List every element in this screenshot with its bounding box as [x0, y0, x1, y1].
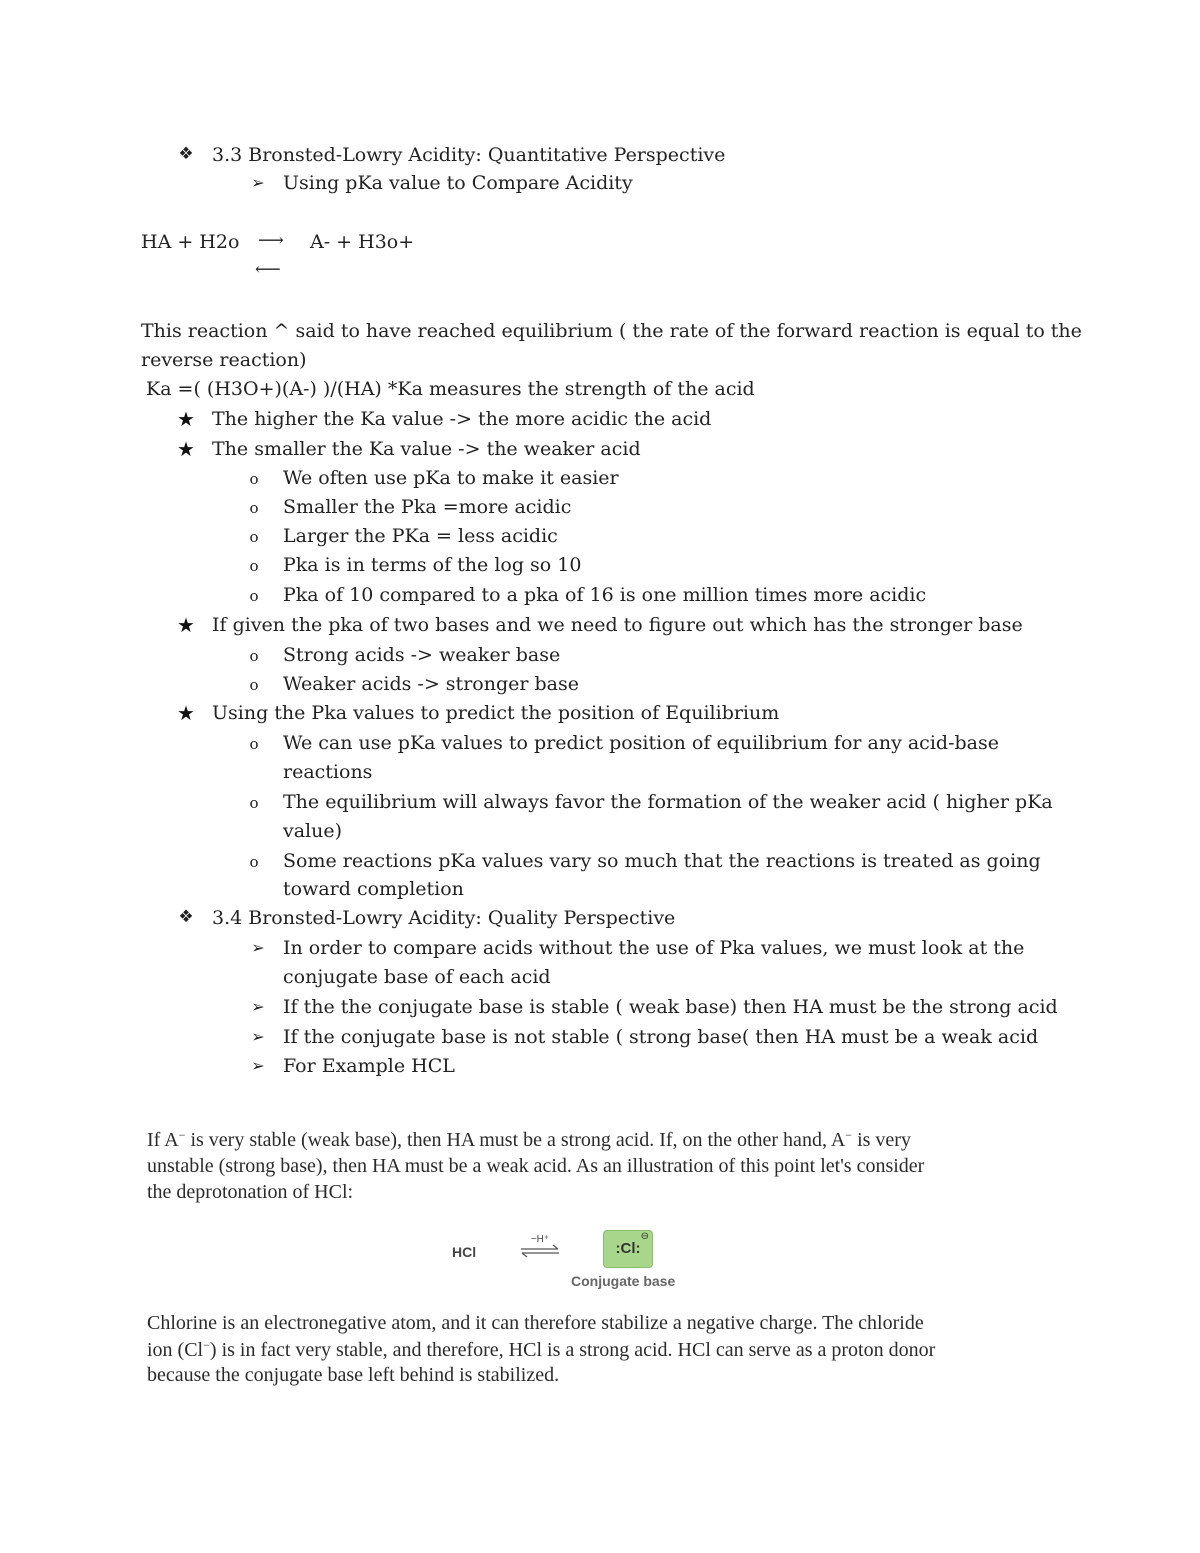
list-item: For Example HCL [283, 1055, 455, 1077]
arrow-bullet-icon: ➢ [251, 1056, 265, 1075]
circle-bullet-icon: o [249, 499, 259, 517]
circle-bullet-icon: o [249, 853, 259, 871]
sub-list-item: Pka is in terms of the log so 10 [283, 554, 582, 576]
sub-list-item: Weaker acids -> stronger base [283, 673, 579, 695]
sub-list-item: Smaller the Pka =more acidic [283, 496, 572, 518]
sub-list-item-continued: toward completion [283, 878, 464, 900]
forward-arrow-icon: ⟶ [258, 230, 284, 251]
section-heading: 3.3 Bronsted-Lowry Acidity: Quantitative Perspective [212, 144, 726, 166]
paragraph-line: reverse reaction) [141, 349, 307, 371]
equation-products: A- + H3o+ [310, 231, 415, 253]
conjugate-base-box [603, 1230, 653, 1268]
circle-bullet-icon: o [249, 794, 259, 812]
sub-list-item: Some reactions pKa values vary so much that the reactions is treated as going [283, 850, 1041, 872]
star-bullet-icon: ★ [177, 407, 195, 431]
diamond-bullet-icon: ❖ [178, 144, 194, 164]
arrow-bullet-icon: ➢ [251, 938, 265, 957]
list-item: In order to compare acids without the use of Pka values, we must look at the [283, 937, 1025, 959]
circle-bullet-icon: o [249, 470, 259, 488]
sub-list-item-continued: reactions [283, 761, 373, 783]
excerpt-line: ion (Cl−) is in fact very stable, and therefore, HCl is a strong acid. HCl can serve as a proton donor [147, 1338, 936, 1361]
excerpt-line: the deprotonation of HCl: [147, 1181, 354, 1203]
arrow-bullet-icon: ➢ [251, 997, 265, 1016]
negative-charge-icon: ⊖ [640, 1231, 649, 1242]
sub-list-item: Pka of 10 compared to a pka of 16 is one million times more acidic [283, 584, 927, 606]
sub-list-item: We can use pKa values to predict position of equilibrium for any acid-base [283, 732, 999, 754]
equilibrium-arrow-icon [519, 1233, 561, 1261]
arrow-bullet-icon: ➢ [251, 173, 265, 192]
ka-formula: Ka =( (H3O+)(A-) )/(HA) *Ka measures the strength of the acid [146, 378, 755, 400]
subheading: Using pKa value to Compare Acidity [283, 172, 633, 194]
list-item: If the the conjugate base is stable ( weak base) then HA must be the strong acid [283, 996, 1058, 1018]
circle-bullet-icon: o [249, 647, 259, 665]
list-item: Using the Pka values to predict the position of Equilibrium [212, 702, 780, 724]
circle-bullet-icon: o [249, 735, 259, 753]
circle-bullet-icon: o [249, 676, 259, 694]
excerpt-line: because the conjugate base left behind is stabilized. [147, 1364, 560, 1386]
chloride-ion-label: :Cl: [615, 1240, 641, 1257]
excerpt-line: Chlorine is an electronegative atom, and it can therefore stabilize a negative charge. The chloride [147, 1312, 924, 1334]
sub-list-item: The equilibrium will always favor the formation of the weaker acid ( higher pKa [283, 791, 1053, 813]
star-bullet-icon: ★ [177, 613, 195, 637]
list-item-continued: conjugate base of each acid [283, 966, 551, 988]
star-bullet-icon: ★ [177, 437, 195, 461]
star-bullet-icon: ★ [177, 701, 195, 725]
sub-list-item: Strong acids -> weaker base [283, 644, 561, 666]
sub-list-item: We often use pKa to make it easier [283, 467, 619, 489]
list-item: If given the pka of two bases and we need to figure out which has the stronger base [212, 614, 1023, 636]
excerpt-line: If A− is very stable (weak base), then HA must be a strong acid. If, on the other hand, A− is very [147, 1128, 911, 1151]
circle-bullet-icon: o [249, 557, 259, 575]
figure-caption: Conjugate base [571, 1273, 676, 1289]
sub-list-item-continued: value) [283, 820, 343, 842]
sub-list-item: Larger the PKa = less acidic [283, 525, 558, 547]
diamond-bullet-icon: ❖ [178, 907, 194, 927]
figure-reactant: HCl [452, 1244, 477, 1260]
arrow-bullet-icon: ➢ [251, 1027, 265, 1046]
svg-text:−H⁺: −H⁺ [530, 1234, 550, 1245]
list-item: The higher the Ka value -> the more acidic the acid [212, 408, 712, 430]
excerpt-line: unstable (strong base), then HA must be a weak acid. As an illustration of this point let's consider [147, 1155, 925, 1177]
section-heading: 3.4 Bronsted-Lowry Acidity: Quality Perspective [212, 907, 676, 929]
list-item: If the conjugate base is not stable ( strong base( then HA must be a weak acid [283, 1026, 1039, 1048]
circle-bullet-icon: o [249, 587, 259, 605]
paragraph-line: This reaction ^ said to have reached equilibrium ( the rate of the forward reaction is equal to the [141, 320, 1082, 342]
circle-bullet-icon: o [249, 528, 259, 546]
list-item: The smaller the Ka value -> the weaker acid [212, 438, 641, 460]
reverse-arrow-icon: ⟵ [255, 259, 281, 280]
equation-reactants: HA + H2o [141, 231, 240, 253]
